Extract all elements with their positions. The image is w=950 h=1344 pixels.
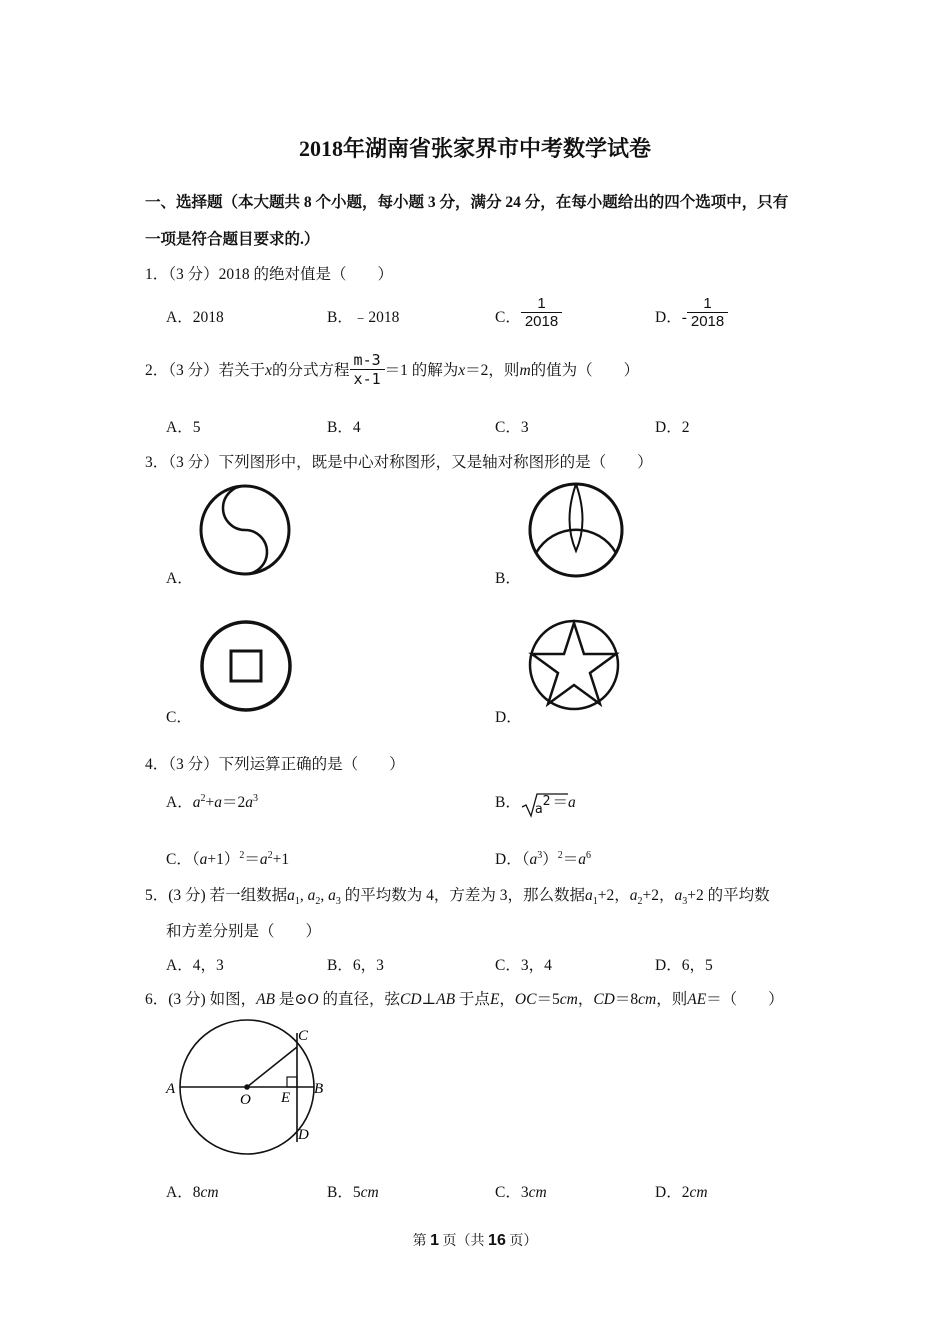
fig-label-a: A	[166, 1081, 176, 1097]
page-total: 16	[488, 1232, 506, 1249]
q6-option-b: B．5cm	[327, 1184, 379, 1201]
q1-option-c: C． $\frac{1}{2018}$	[495, 305, 562, 330]
q4-option-c: C．$(a+1)^2=a^2+1$	[166, 849, 290, 868]
q6-circle-diagram	[160, 1015, 340, 1155]
fig-label-c: C	[298, 1028, 309, 1044]
q3-figure-a-yinyang-icon	[198, 483, 292, 577]
q6-option-a: A．8cm	[166, 1184, 219, 1201]
fig-label-b: B	[314, 1081, 324, 1097]
q2-option-a: A．5	[166, 419, 201, 436]
question-2-stem: 2．（3 分）若关于x的分式方程 $\frac{m-3}{x-1}$ ＝1 的解为x＝2，则m的值为（ ）	[145, 351, 640, 388]
fig-label-e: E	[281, 1090, 291, 1106]
q5-option-a: A．4，3	[166, 957, 224, 974]
section-header-line1: 一、选择题（本大题共 8 个小题，每小题 3 分，满分 24 分，在每小题给出的四个选项中，只有	[145, 194, 789, 211]
q5-option-c: C．3，4	[495, 957, 552, 974]
q3-figure-d-star-icon	[527, 618, 621, 712]
q1-option-a: A．2018	[166, 309, 224, 326]
q1-option-d: D．- $\frac{1}{2018}$	[655, 305, 728, 330]
q6-option-c: C．3cm	[495, 1184, 547, 1201]
q4-option-a: A．$a^2+a=2a^3$	[166, 792, 258, 811]
page-footer: 第 1 页（共 16 页）	[412, 1232, 538, 1249]
question-6-stem: 6．(3 分) 如图，AB 是⊙O 的直径，弦CD⊥AB 于点E，OC＝5cm，CD＝8cm，则AE＝（ ）	[145, 991, 784, 1008]
q3-option-a: A．	[166, 570, 193, 587]
q3-option-c: C．	[166, 709, 192, 726]
fig-label-o: O	[240, 1092, 251, 1108]
question-5-stem: 5．(3 分) 若一组数据$a_1$, $a_2$, $a_3$ 的平均数为 4，方差为 3，那么数据$a_1+2$，$a_2+2$，$a_3+2$ 的平均数	[145, 887, 770, 908]
question-4-stem: 4．（3 分）下列运算正确的是（ ）	[145, 756, 405, 773]
q4-option-d: D．$(a^3)^2=a^6$	[495, 849, 591, 868]
q2-option-b: B．4	[327, 419, 361, 436]
question-3-stem: 3．（3 分）下列图形中，既是中心对称图形，又是轴对称图形的是（ ）	[145, 454, 653, 471]
q3-figure-c-coin-icon	[198, 618, 294, 714]
q3-figure-b-trefoil-icon	[527, 481, 625, 579]
q1-option-b: B．﹣2018	[327, 309, 400, 326]
q2-option-c: C．3	[495, 419, 529, 436]
q3-option-b: B．	[495, 570, 521, 587]
q5-option-b: B．6，3	[327, 957, 384, 974]
q2-option-d: D．2	[655, 419, 690, 436]
page-number: 1	[430, 1232, 440, 1249]
q3-option-d: D．	[495, 709, 522, 726]
fig-label-d: D	[298, 1127, 309, 1143]
section-header-line2: 一项是符合题目要求的.）	[145, 231, 320, 248]
question-1-stem: 1．（3 分）2018 的绝对值是（ ）	[145, 266, 394, 283]
page-title: 2018年湖南省张家界市中考数学试卷	[298, 136, 651, 161]
q5-option-d: D．6，5	[655, 957, 713, 974]
q6-option-d: D．2cm	[655, 1184, 708, 1201]
question-5-stem-line2: 和方差分别是（ ）	[166, 923, 322, 940]
q4-option-b: B． $_a$2 ＝a	[495, 794, 576, 817]
